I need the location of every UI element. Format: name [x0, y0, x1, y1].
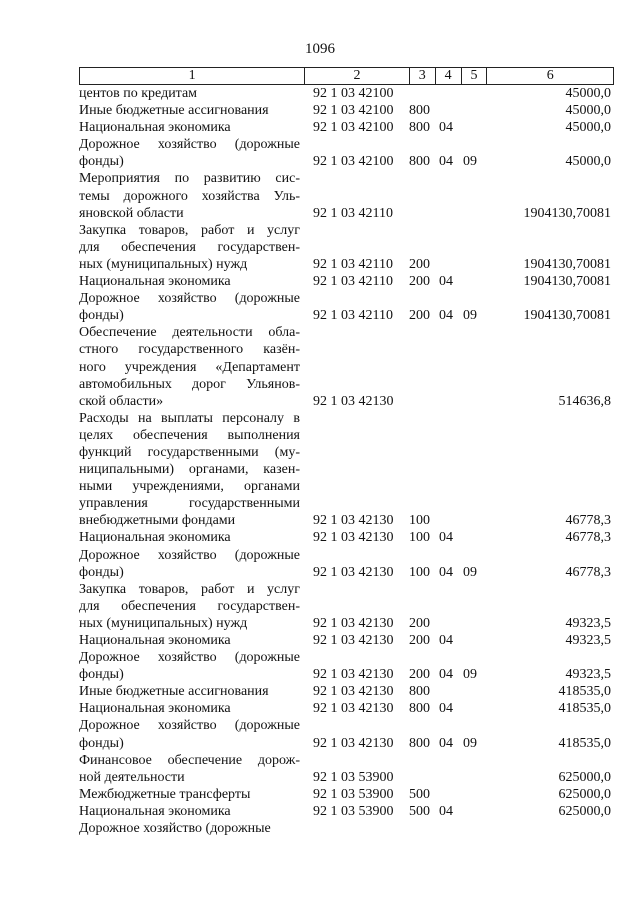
header-col-1: 1: [188, 68, 196, 83]
row-col-4: 04: [439, 308, 453, 324]
header-col-6: 6: [486, 68, 613, 84]
table-row: [79, 85, 614, 102]
row-name-line: Мероприятия по развитию сис-: [79, 171, 300, 187]
row-name-line: фонды): [79, 735, 124, 751]
row-col-4: 04: [439, 120, 453, 136]
row-col-4: 04: [439, 701, 453, 717]
table-row: [79, 119, 614, 136]
row-code: 92 1 03 53900: [313, 786, 394, 802]
row-code: 92 1 03 42130: [313, 564, 394, 580]
row-col-5: 09: [463, 667, 477, 683]
header-col-5: 5: [461, 68, 487, 84]
row-name-line: яновской области: [79, 205, 184, 221]
row-code: 92 1 03 42130: [313, 701, 394, 717]
row-name-line: ного учреждения «Департамент: [79, 359, 300, 375]
table-row: [79, 803, 614, 820]
row-name: [79, 102, 304, 119]
row-name: [79, 119, 304, 136]
row-name-line: для обеспечения государствен-: [79, 239, 300, 255]
row-code: 92 1 03 42100: [313, 154, 394, 170]
row-col-3: 800: [409, 154, 430, 170]
row-name-line: Дорожное хозяйство (дорожные: [79, 291, 300, 307]
row-code: 92 1 03 42110: [313, 274, 393, 290]
table-row: [79, 273, 614, 290]
row-amount: 625000,0: [558, 786, 611, 802]
row-col-3: 200: [409, 667, 430, 683]
row-col-5: 09: [463, 735, 477, 751]
row-name-line: Национальная экономика: [79, 803, 231, 819]
row-name: [79, 85, 304, 102]
row-col-4: 04: [439, 667, 453, 683]
row-col-3: 100: [409, 564, 430, 580]
row-col-3: 100: [409, 513, 430, 529]
header-col-4: 4: [435, 68, 461, 84]
row-amount: 625000,0: [558, 803, 611, 819]
row-amount: 1904130,70081: [523, 274, 611, 290]
row-name-line: Обеспечение деятельности обла-: [79, 325, 300, 341]
row-name-line: внебюджетными фондами: [79, 513, 236, 529]
row-amount: 45000,0: [565, 103, 611, 119]
table-row: [79, 752, 614, 786]
row-name-line: темы дорожного хозяйства Уль-: [79, 188, 300, 204]
row-name-line: фонды): [79, 564, 124, 580]
row-amount: 1904130,70081: [523, 205, 611, 221]
row-name-line: управления государственными: [79, 496, 300, 512]
row-code: 92 1 03 42130: [313, 667, 394, 683]
table-row: [79, 632, 614, 649]
row-name: [79, 632, 304, 649]
table-row: [79, 700, 614, 717]
row-name-line: фонды): [79, 154, 124, 170]
row-code: 92 1 03 42100: [313, 120, 394, 136]
table-row: [79, 136, 614, 170]
row-name: [79, 529, 304, 546]
row-col-3: 200: [409, 308, 430, 324]
row-name-line: ниципальными) органами, казен-: [79, 462, 300, 478]
row-name: [79, 290, 304, 324]
row-name: [79, 649, 304, 683]
row-col-3: 500: [409, 786, 430, 802]
row-name: [79, 222, 304, 273]
row-amount: 49323,5: [565, 615, 611, 631]
row-col-3: 200: [409, 633, 430, 648]
row-name: [79, 803, 304, 820]
row-name-line: автомобильных дорог Ульянов-: [79, 376, 300, 392]
row-name: [79, 786, 304, 803]
row-code: 92 1 03 42100: [313, 86, 394, 101]
table-body: [79, 85, 614, 837]
row-amount: 1904130,70081: [523, 256, 611, 272]
row-name-line: стного государственного казён-: [79, 342, 300, 358]
row-name-line: центов по кредитам: [79, 86, 198, 101]
row-name-line: Закупка товаров, работ и услуг: [79, 581, 300, 597]
table-row: [79, 581, 614, 632]
row-col-3: 200: [409, 274, 430, 290]
table-row: [79, 786, 614, 803]
row-code: 92 1 03 42130: [313, 393, 394, 409]
table-row: [79, 717, 614, 751]
row-amount: 46778,3: [565, 564, 611, 580]
row-name: [79, 683, 304, 700]
row-col-5: 09: [463, 308, 477, 324]
row-amount: 49323,5: [565, 633, 611, 648]
row-code: 92 1 03 42110: [313, 308, 393, 324]
row-amount: 418535,0: [558, 684, 611, 700]
row-col-5: 09: [463, 154, 477, 170]
row-code: 92 1 03 42110: [313, 256, 393, 272]
row-name: [79, 547, 304, 581]
table-header-row: [79, 67, 614, 85]
row-col-3: 500: [409, 803, 430, 819]
row-name-line: Межбюджетные трансферты: [79, 786, 251, 802]
row-code: 92 1 03 42130: [313, 513, 394, 529]
row-amount: 1904130,70081: [523, 308, 611, 324]
row-name: [79, 717, 304, 751]
page-number: 1096: [305, 41, 335, 57]
row-col-4: 04: [439, 274, 453, 290]
row-name-line: ными учреждениями, органами: [79, 479, 300, 495]
row-amount: 625000,0: [558, 769, 611, 785]
table-row: [79, 547, 614, 581]
row-col-3: 800: [409, 735, 430, 751]
row-amount: 45000,0: [565, 86, 611, 101]
row-code: 92 1 03 42130: [313, 530, 394, 546]
table-row: [79, 529, 614, 546]
row-name-line: ной деятельности: [79, 769, 185, 785]
row-name-line: Дорожное хозяйство (дорожные: [79, 718, 300, 734]
row-amount: 46778,3: [565, 513, 611, 529]
header-col-3: 3: [409, 68, 435, 84]
row-amount: 45000,0: [565, 154, 611, 170]
table-row: [79, 324, 614, 409]
row-name: [79, 581, 304, 632]
budget-table: [79, 67, 614, 837]
table-row: [79, 820, 614, 837]
table-row: [79, 683, 614, 700]
row-amount: 514636,8: [558, 393, 611, 409]
row-col-5: 09: [463, 564, 477, 580]
row-name-line: ных (муниципальных) нужд: [79, 256, 248, 272]
row-name-line: функций государственными (му-: [79, 444, 300, 460]
row-name-line: Расходы на выплаты персоналу в: [79, 410, 300, 426]
row-name: [79, 820, 304, 837]
row-col-3: 200: [409, 615, 430, 631]
row-name: [79, 170, 304, 221]
row-name-line: Национальная экономика: [79, 633, 231, 648]
row-name-line: целях обеспечения выполнения: [79, 427, 300, 443]
row-amount: 49323,5: [565, 667, 611, 683]
row-name-line: Дорожное хозяйство (дорожные: [79, 650, 300, 666]
row-code: 92 1 03 42130: [313, 633, 394, 648]
row-code: 92 1 03 53900: [313, 803, 394, 819]
row-col-4: 04: [439, 530, 453, 546]
row-col-4: 04: [439, 564, 453, 580]
row-name: [79, 273, 304, 290]
row-name-line: ской области»: [79, 393, 164, 409]
row-col-3: 800: [409, 701, 430, 717]
row-col-3: 800: [409, 120, 430, 136]
row-col-3: 800: [409, 103, 430, 119]
row-name-line: Дорожное хозяйство (дорожные: [79, 547, 300, 563]
row-name: [79, 410, 304, 530]
row-amount: 418535,0: [558, 701, 611, 717]
row-amount: 46778,3: [565, 530, 611, 546]
table-row: [79, 222, 614, 273]
row-code: 92 1 03 42130: [313, 684, 394, 700]
row-name: [79, 700, 304, 717]
row-name-line: Национальная экономика: [79, 274, 231, 290]
table-row: [79, 290, 614, 324]
row-name-line: Национальная экономика: [79, 120, 231, 136]
row-name-line: для обеспечения государствен-: [79, 598, 300, 614]
row-name-line: Иные бюджетные ассигнования: [79, 103, 269, 119]
row-name: [79, 136, 304, 170]
table-row: [79, 170, 614, 221]
row-name-line: фонды): [79, 308, 124, 324]
header-col-2: 2: [304, 68, 409, 84]
row-name-line: Финансовое обеспечение дорож-: [79, 752, 300, 768]
row-name-line: Национальная экономика: [79, 530, 231, 546]
table-row: [79, 649, 614, 683]
row-col-3: 200: [409, 256, 430, 272]
table-row: [79, 102, 614, 119]
row-code: 92 1 03 53900: [313, 769, 394, 785]
row-code: 92 1 03 42130: [313, 615, 394, 631]
row-amount: 45000,0: [565, 120, 611, 136]
row-name: [79, 752, 304, 786]
row-code: 92 1 03 42100: [313, 103, 394, 119]
row-col-4: 04: [439, 633, 453, 648]
table-row: [79, 410, 614, 530]
row-code: 92 1 03 42130: [313, 735, 394, 751]
row-col-3: 800: [409, 684, 430, 700]
row-col-4: 04: [439, 803, 453, 819]
row-amount: 418535,0: [558, 735, 611, 751]
row-name-line: Дорожное хозяйство (дорожные: [79, 137, 300, 153]
row-name: [79, 324, 304, 409]
row-name-line: Закупка товаров, работ и услуг: [79, 222, 300, 238]
row-name-line: ных (муниципальных) нужд: [79, 615, 248, 631]
row-name-line: Дорожное хозяйство (дорожные: [79, 821, 271, 837]
row-col-4: 04: [439, 154, 453, 170]
row-col-4: 04: [439, 735, 453, 751]
row-name-line: Иные бюджетные ассигнования: [79, 684, 269, 700]
row-code: 92 1 03 42110: [313, 205, 393, 221]
row-name-line: Национальная экономика: [79, 701, 231, 717]
row-col-3: 100: [409, 530, 430, 546]
row-name-line: фонды): [79, 667, 124, 683]
